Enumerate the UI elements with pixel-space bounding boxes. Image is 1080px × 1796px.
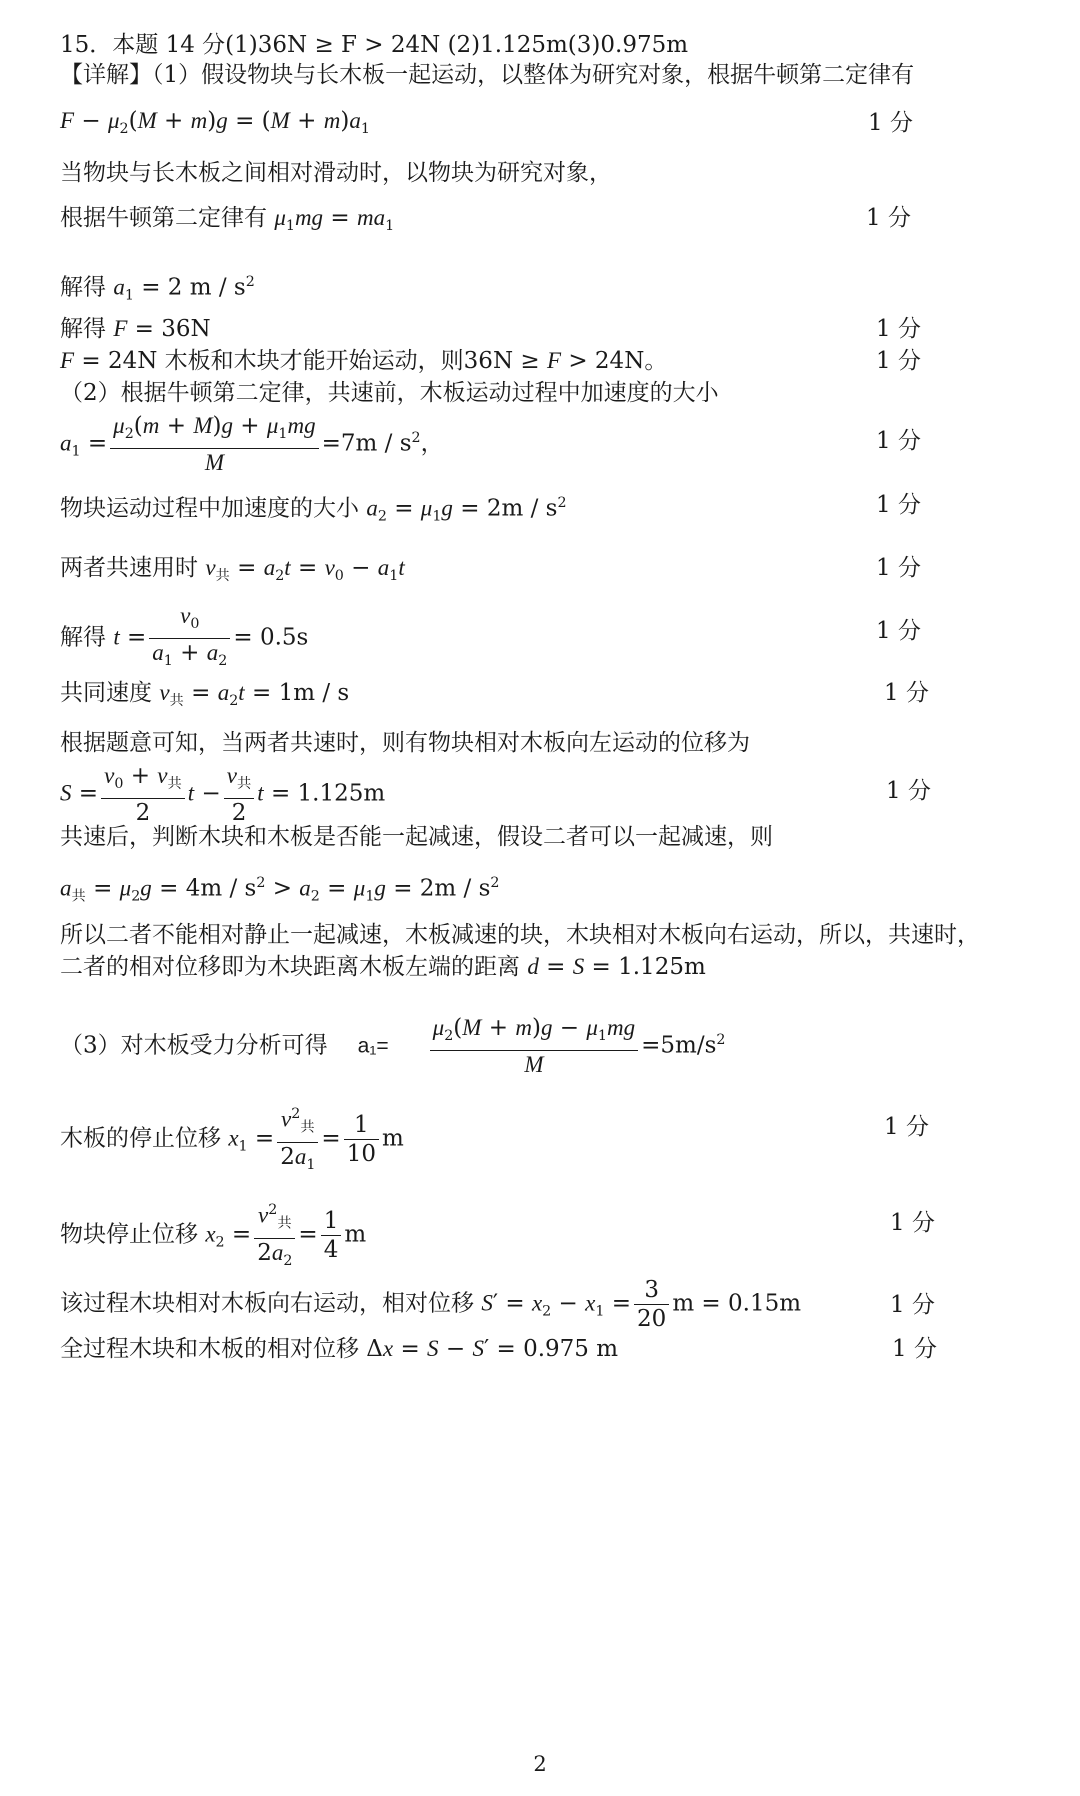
displacement-text: 根据题意可知，当两者共速时，则有物块相对木板向左运动的位移为 (60, 730, 750, 756)
score-mark: 1 分 (876, 316, 921, 342)
eq-common-time: 两者共速用时 $v_共 = a_2t = v_0 - a_1t$ (60, 555, 405, 584)
score-mark: 1 分 (892, 1336, 937, 1362)
score-mark: 1 分 (884, 1114, 929, 1140)
score-mark: 1 分 (876, 492, 921, 518)
fraction: $\frac{1}{10}$ (344, 1111, 379, 1168)
score-mark: 1 分 (876, 555, 921, 581)
fraction: $\frac{3}{20}$ (634, 1276, 669, 1333)
detail-intro-line (60, 60, 914, 90)
eq-block-accel: 物块运动过程中加速度的大小 $a_2 = \mu_1g = 2m / s^2$ (60, 495, 567, 525)
score-mark: 1 分 (886, 778, 931, 804)
fraction: $\frac{v_0}{a_1 + a_2}$ (149, 602, 230, 675)
eq-total-relative: 全过程木块和木板的相对位移 Δx = S − S′ = 0.975 m (60, 1336, 619, 1362)
score-mark: 1 分 (866, 205, 911, 231)
eq-solve-F: 解得 F = 36N (60, 316, 211, 342)
fraction: $\frac{1}{4}$ (321, 1207, 342, 1264)
detail-label: 【详解】 (60, 62, 152, 88)
part1-intro: （1）假设物块与长木板一起运动，以整体为研究对象，根据牛顿第二定律有 (152, 62, 915, 88)
relative-slide-text: 当物块与长木板之间相对滑动时，以物块为研究对象， (60, 160, 612, 186)
eq-block-newton: 根据牛顿第二定律有 $\mu_1mg = ma_1$ (60, 205, 395, 234)
eq-common-decel: $a_共 = \mu_2g = 4m / s^2 > a_2 = \mu_1g = 2m / s^2$ (60, 875, 500, 905)
fraction: $\frac{v^2_共}{2a_2}$ (254, 1196, 295, 1275)
score-mark: 1 分 (876, 428, 921, 454)
fraction: $\frac{\mu_2(m + M)g + \mu_1mg}{M}$ (110, 412, 318, 477)
eq-board-stop: 木板的停止位移 $x_1$ = $\frac{v^2_共}{2a_1}$ = $\frac{1}{10}$ m (60, 1100, 404, 1179)
score-mark: 1 分 (876, 618, 921, 644)
score-mark: 1 分 (890, 1210, 935, 1236)
eq-board-accel: $a_1$ = $\frac{\mu_2(m + M)g + \mu_1mg}{M}$ $=7m / s^2$， (60, 413, 444, 475)
eq-relative-disp: S = $\frac{v_0 + v_共}{2}$ t − $\frac{v_共}{2}$ t = 1.125m (60, 763, 386, 826)
eq-whole-newton: $F - \mu_2(M + m)g = (M + m)a_1$ (60, 108, 370, 137)
fraction: $\frac{v_共}{2}$ (224, 762, 254, 827)
judge-text: 共速后，判断木块和木板是否能一起减速，假设二者可以一起减速，则 (60, 824, 773, 850)
eq-F-range: F = 24N 木板和木块才能开始运动，则36N ≥ F > 24N。 (60, 348, 668, 374)
page-number: 2 (533, 1752, 547, 1776)
score-mark: 1 分 (868, 110, 913, 136)
fraction: $\frac{\mu_2(M + m)g - \mu_1mg}{M}$ (430, 1014, 638, 1079)
score-mark: 1 分 (876, 348, 921, 374)
question-header: 15．本题 14 分(1)36N ≥ F > 24N (2)1.125m(3)0.975m (60, 32, 689, 58)
score-mark: 1 分 (890, 1292, 935, 1318)
eq-block-stop: 物块停止位移 $x_2$ = $\frac{v^2_共}{2a_2}$ = $\frac{1}{4}$ m (60, 1196, 366, 1275)
eq-common-speed: 共同速度 $v_共 = a_2t = 1m / s$ (60, 680, 350, 709)
fraction: $\frac{v_0 + v_共}{2}$ (101, 762, 185, 827)
eq-solve-a1: 解得 $a_1 = 2$ m / $s^2$ (60, 274, 255, 304)
eq-part3-board-accel: （3）对木板受力分析可得 a₁= $\frac{\mu_2(M + m)g - \mu_1mg}{M}$ $=5m/s^2$ (60, 1015, 726, 1077)
eq-solve-t: 解得 t = $\frac{v_0}{a_1 + a_2}$ = 0.5s (60, 602, 308, 675)
part2-intro: （2）根据牛顿第二定律，共速前，木板运动过程中加速度的大小 (60, 380, 719, 406)
eq-relative-right: 该过程木块相对木板向右运动，相对位移 $S' = x_2 - x_1$ = $\frac{3}{20}$ m = 0.15m (60, 1277, 802, 1332)
score-mark: 1 分 (884, 680, 929, 706)
fraction: $\frac{v^2_共}{2a_1}$ (277, 1100, 318, 1179)
conclusion-line-1: 所以二者不能相对静止一起减速，木板减速的块，木块相对木板向右运动，所以，共速时， (60, 922, 980, 948)
conclusion-line-2: 二者的相对位移即为木块距离木板左端的距离 d = S = 1.125m (60, 954, 706, 980)
